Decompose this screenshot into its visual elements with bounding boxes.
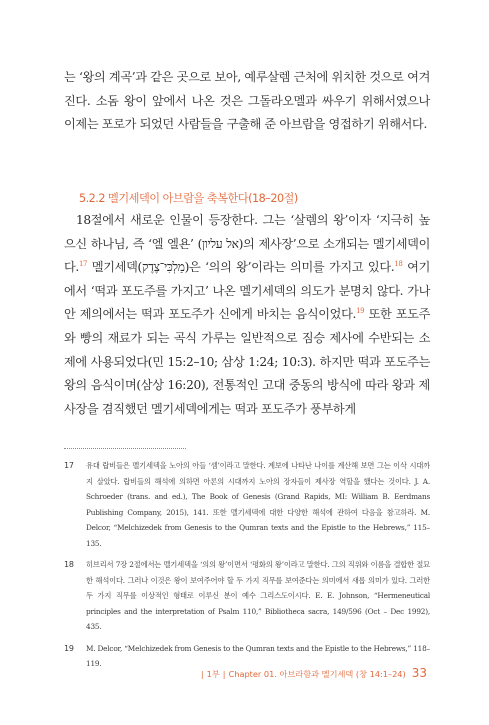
footnote-number: 18 (64, 560, 74, 569)
paragraph-part-2: 멜기세덱(מַלְכִּי־צֶדֶק)은 ‘의의 왕’이라는 의미를 가지고 있다. (87, 260, 395, 275)
footer-chapter: Chapter 01. 아브라함과 멜기세덱 (창 14:1–24) (228, 669, 406, 679)
running-footer (198, 666, 427, 680)
footnote-ref-18[interactable]: 18 (394, 260, 403, 269)
footnote-ref-17[interactable]: 17 (78, 260, 88, 269)
footnote-17 (64, 458, 430, 551)
footer-divider: | (222, 669, 226, 679)
paragraph-part-1: 18절에서 새로운 인물이 등장한다. 그는 ‘살렘의 왕’이자 ‘지극히 높으신 하나님, 즉 ‘엘 엘욘’ (אל עליון)의 제사장’으로 소개되는 멜기세덱이다. (64, 213, 430, 275)
page-number: 33 (411, 666, 427, 680)
paragraph-part-3: 여기에서 ‘떡과 포도주를 가지고’ 나온 멜기세덱의 의도가 분명치 않다. 가나안 제의에서는 떡과 포도주가 신에게 바치는 음식이었다. (64, 260, 431, 322)
footnote-number: 17 (64, 461, 74, 470)
footer-divider: | (200, 669, 204, 679)
footer-part: 1부 (206, 669, 220, 679)
footnote-number: 19 (64, 643, 74, 653)
main-paragraph (64, 209, 430, 421)
footnote-ref-19[interactable]: 19 (356, 307, 365, 316)
footnotes (64, 458, 430, 678)
footnote-text: 유대 랍비들은 멜기세덱을 노아의 아들 ‘셈’이라고 말한다. 계보에 나타난 나이를 계산해 보면 그는 이삭 시대까지 살았다. 랍비들의 해석에 의하면 아론의 시대까지 노아의 장자들이 제사장 역할을 했다는 것이다. J. A. Schroeder (trans. and ed.), The Book of Genesis (Grand Rapids, MI: William B. Eerdmans Publishing Company, 2015), 141. 또한 멜기세덱에 대한 다양한 해석에 관하여 다음을 참고하라. M. Delcor, “Melchizedek from Genesis to the Qumran texts and the Epistle to the Hebrews,” 115–135. (86, 461, 430, 548)
footnote-18 (64, 557, 430, 635)
footnote-text: M. Delcor, “Melchizedek from Genesis to the Qumran texts and the Epistle to the Hebrews,” 118–119. (86, 643, 430, 668)
footnote-text: 히브리서 7장 2절에서는 멜기세덱을 ‘의의 왕’이면서 ‘평화의 왕’이라고 말한다. 그의 직위와 이름을 결합한 절묘한 해석이다. 그러나 이것은 왕이 보여주어야 할 두 가지 직무를 보여준다는 의미에서 새롭 의미가 있다. 그러한 두 가지 직무를 이상적인 형태로 이루신 분이 예수 그리스도이시다. E. E. Johnson, “Hermeneutical principles and the interpretation of Psalm 110,” Bibliotheca sacra, 149/596 (Oct – Dec 1992), 435. (86, 560, 430, 631)
section-heading: 5.2.2 멜기세덱이 아브람을 축복한다(18–20절) (79, 192, 298, 205)
intro-paragraph (64, 66, 430, 137)
footnote-separator (64, 448, 186, 449)
intro-text: 는 ‘왕의 계곡’과 같은 곳으로 보아, 예루살렘 근처에 위치한 것으로 여겨진다. 소돔 왕이 앞에서 나온 것은 그돌라오멜과 싸우기 위해서였으나 이제는 포로가 되었던 사람들을 구출해 준 아브람을 영접하기 위해서다. (64, 70, 430, 132)
main-paragraph-text (64, 209, 430, 421)
paragraph-part-4: 또한 포도주와 빵의 재료가 되는 곡식 가루는 일반적으로 짐승 제사에 수반되는 소제에 사용되었다(민 15:2–10; 삼상 1:24; 10:3). 하지만 떡과 포도주는 왕의 음식이며(삼상 16:20), 전통적인 고대 중동의 방식에 따라 왕과 제사장을 겸직했던 멜기세덱에게는 떡과 포도주가 풍부하게 (64, 307, 430, 416)
